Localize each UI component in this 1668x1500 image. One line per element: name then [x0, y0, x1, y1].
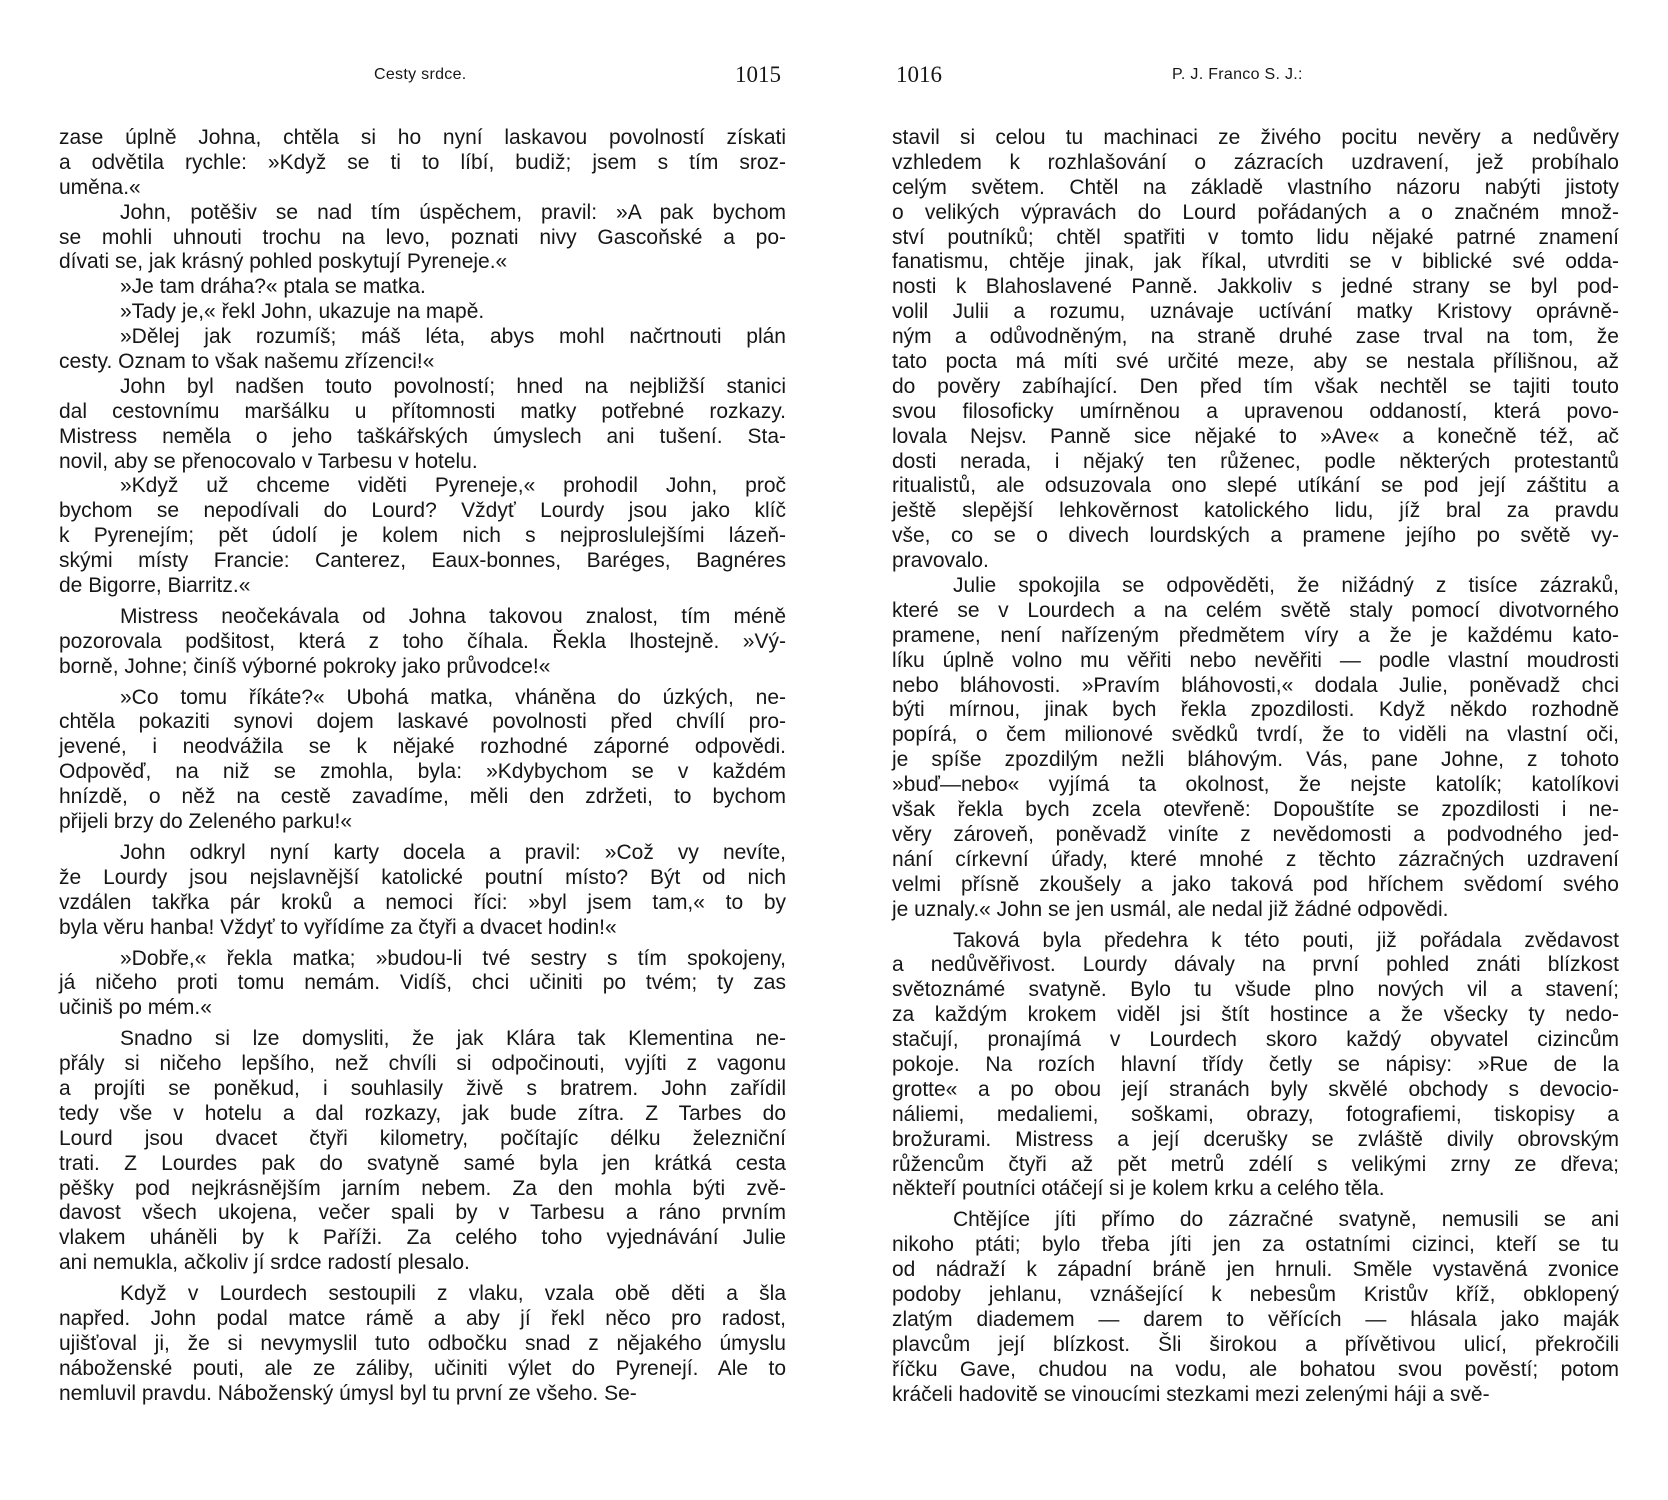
text-line: Julie spokojila se odpověděti, že nižádný z tisíce zázraků,	[953, 574, 1619, 598]
paragraph	[892, 126, 1619, 574]
text-line: lovala Nejsv. Panně sice nějaké to »Ave« a konečně též, ač	[892, 424, 1619, 448]
page-number: 1015	[735, 62, 781, 87]
text-line: uměna.«	[59, 175, 141, 199]
text-line: a odvětila rychle: »Když se ti to líbí, budiž; jsem s tím sroz-	[59, 150, 786, 174]
text-line: brožurami. Mistress a její dcerušky se zvláště divily obrovským	[892, 1127, 1619, 1151]
text-line: o velikých výpravách do Lourd pořádaných a o značném množ-	[892, 200, 1619, 224]
paragraph	[59, 947, 786, 1022]
text-line: že Lourdy jsou nejslavnější katolické poutní místo? Být od nich	[59, 865, 786, 889]
text-line: zlatým diademem — darem to věřících — hlásala jako maják	[892, 1307, 1619, 1331]
text-line: nebo bláhovosti. »Pravím bláhovosti,« dodala Julie, poněvadž chci	[892, 673, 1619, 697]
text-line: vše, co se o divech lourdských a pramene jejího po světě vy-	[892, 524, 1619, 548]
text-line: bychom se nepodívali do Lourd? Vždyť Lourdy jsou jako klíč	[59, 499, 786, 523]
text-line: tato pocta má míti své určité meze, aby se nestala přílišnou, až	[892, 350, 1619, 374]
text-line: světoznámé svatyně. Bylo tu všude plno nových vil a stavení;	[892, 978, 1619, 1002]
text-line: od nádraží k západní bráně jen hrnuli. Směle vystavěná zvonice	[892, 1258, 1619, 1282]
text-line: nosti k Blahoslavené Panně. Jakkoliv s jedné strany se byl pod-	[892, 275, 1619, 299]
paragraph	[59, 126, 786, 201]
text-line: nikoho ptáti; bylo třeba jíti jen za ostatními cizinci, kteří se tu	[892, 1233, 1619, 1257]
text-line: pozorovala podšitost, která z toho číhala. Řekla lhostejně. »Vý-	[59, 629, 786, 653]
paragraph	[59, 841, 786, 941]
running-header-title: Cesty srdce.	[374, 66, 467, 83]
text-line: »Když už chceme viděti Pyreneje,« prohodil John, proč	[120, 474, 786, 498]
text-line: je uznaly.« John se jen usmál, ale nedal již žádné odpovědi.	[892, 897, 1449, 921]
text-line: já ničeho proti tomu nemám. Vidíš, chci učiniti po tvém; ty zas	[59, 971, 786, 995]
text-line: zase úplně Johna, chtěla si ho nyní laskavou povolností získati	[59, 126, 786, 149]
text-line: náliemi, medaliemi, soškami, obrazy, fotografiemi, tiskopisy a	[892, 1102, 1619, 1126]
text-line: novil, aby se přenocovalo v Tarbesu v hotelu.	[59, 449, 478, 473]
text-line: popírá, o čem milionové svědků tvrdí, že to viděli na vlastní oči,	[892, 723, 1619, 747]
text-line: ještě slepější lehkověrnost katolického lidu, jíž bral za pravdu	[892, 499, 1619, 523]
paragraph	[892, 1208, 1619, 1407]
text-line: ným a odůvodněným, na straně druhé zase trval na tom, že	[892, 325, 1619, 349]
text-line: nemluvil pravdu. Náboženský úmysl byl tu první ze všeho. Se-	[59, 1381, 637, 1405]
text-line: volil Julii a rozumu, uznávaje uctívání matky Kristovy oprávně-	[892, 300, 1619, 324]
text-line: skými místy Francie: Canterez, Eaux-bonnes, Baréges, Bagnéres	[59, 549, 786, 573]
text-line: nání církevní úřady, které mnohé z těchto zázračných uzdravení	[892, 847, 1619, 871]
text-line: věry zároveň, poněvadž viníte z nevědomosti a podvodného jed-	[892, 822, 1619, 846]
text-line: fanatismu, chtěje jinak, jak říkal, utvrditi se v biblické své odda-	[892, 250, 1619, 274]
text-line: »buď—nebo« vyjímá ta okolnost, že nejste katolík; katolíkovi	[892, 773, 1619, 797]
text-line: je spíše zpozdilým nežli bláhovým. Vás, pane Johne, z tohoto	[892, 748, 1619, 772]
text-line: pramene, není nařízeným předmětem víry a že je každému kato-	[892, 623, 1619, 647]
text-line: jevené, i neodvážila se k nějaké rozhodné záporné odpovědi.	[59, 735, 786, 759]
text-line: velmi přísně zkoušely a jako taková pod hříchem svědomí svého	[892, 872, 1619, 896]
text-line: Taková byla předehra k této pouti, již pořádala zvědavost	[953, 928, 1619, 952]
text-line: byla věru hanba! Vždyť to vyřídíme za čtyři a dvacet hodin!«	[59, 915, 617, 939]
paragraph	[59, 605, 786, 680]
text-line: někteří poutníci otáčejí si je kolem krku a celého těla.	[892, 1177, 1385, 1201]
text-line: Mistress neměla o jeho taškářských úmyslech ani tušení. Sta-	[59, 424, 786, 448]
text-line: kráčeli hadovitě se vinoucími stezkami mezi zelenými háji a svě-	[892, 1382, 1490, 1406]
paragraph	[59, 300, 786, 325]
text-line: se mohli uhnouti trochu na levo, poznati nivy Gascoňské a po-	[59, 225, 786, 249]
text-line: pokoje. Na rozích hlavní třídy četly se nápisy: »Rue de la	[892, 1052, 1619, 1076]
page-number: 1016	[896, 62, 942, 87]
text-line: dal cestovnímu maršálku u přítomnosti matky potřebné rozkazy.	[59, 399, 786, 423]
text-line: však řekla bych zcela otevřeně: Dopouštíte se zpozdilosti i ne-	[892, 798, 1619, 822]
text-line: ujišťoval ji, že si nevymyslil tuto odbočku snad z nějakého úmyslu	[59, 1331, 786, 1355]
text-line: ritualistů, ale odsuzovala ono slepé utíkání se pod její záštitu a	[892, 474, 1619, 498]
paragraph	[59, 686, 786, 835]
text-line: pěšky pod nejkrásnějším jarním nebem. Za den mohla býti zvě-	[59, 1176, 786, 1200]
text-line: de Bigorre, Biarritz.«	[59, 574, 251, 598]
page-body	[892, 126, 1619, 1407]
text-line: Chtějíce jíti přímo do zázračné svatyně, nemusili se ani	[953, 1208, 1619, 1232]
text-line: přijeli brzy do Zeleného parku!«	[59, 810, 352, 834]
paragraph	[59, 201, 786, 276]
text-line: svou filosoficky umírněnou a upravenou oddaností, která povo-	[892, 399, 1619, 423]
text-line: »Dělej jak rozumíš; máš léta, abys mohl načrtnouti plán	[120, 325, 786, 349]
text-line: Snadno si lze domysliti, že jak Klára tak Klementina ne-	[120, 1027, 786, 1051]
paragraph	[59, 325, 786, 375]
page-body	[59, 126, 786, 1407]
text-line: do pověry zabíhající. Den před tím však nechtěl se tajiti touto	[892, 374, 1619, 398]
text-line: plavcům její blízkost. Šli širokou a přívětivou ulicí, překročili	[892, 1332, 1619, 1356]
text-line: borně, Johne; činíš výborné pokroky jako průvodce!«	[59, 654, 551, 678]
text-line: učiniš po mém.«	[59, 996, 212, 1020]
text-line: grotte« a po obou její stranách byly skvělé obchody s devocio-	[892, 1077, 1619, 1101]
text-line: »Dobře,« řekla matka; »budou-li tvé sestry s tím spokojeny,	[120, 946, 786, 970]
text-line: býti mírnou, jinak bych řekla zpozdilosti. Když někdo rozhodně	[892, 698, 1619, 722]
text-line: davost všech ukojena, večer spali by v Tarbesu a ráno prvním	[59, 1201, 786, 1225]
text-line: a projíti se poněkud, i souhlasily živě s bratrem. John zařídil	[59, 1076, 786, 1100]
text-line: Mistress neočekávala od Johna takovou znalost, tím méně	[120, 604, 786, 628]
paragraph	[59, 375, 786, 475]
text-line: »Co tomu říkáte?« Ubohá matka, vháněna do úzkých, ne-	[120, 685, 786, 709]
paragraph	[892, 574, 1619, 922]
text-line: a nedůvěřivost. Lourdy dávaly na první pohled znáti blízkost	[892, 953, 1619, 977]
text-line: za každým krokem viděl jsi štít hostince a že všecky ty nedo-	[892, 1003, 1619, 1027]
text-line: cesty. Oznam to však našemu zřízenci!«	[59, 350, 435, 374]
text-line: které se v Lourdech a na celém světě staly pomocí divotvorného	[892, 598, 1619, 622]
text-line: pravovalo.	[892, 549, 989, 573]
text-line: chtěla pokaziti synovi dojem laskavé povolnosti před chvílí pro-	[59, 710, 786, 734]
text-line: přály si ničeho lepšího, než chvíli si odpočinouti, vyjíti z vagonu	[59, 1052, 786, 1076]
text-line: vzhledem k rozhlašování o zázracích uzdravení, jež probíhalo	[892, 150, 1619, 174]
paragraph	[59, 474, 786, 598]
text-line: hnízdě, o něž na cestě zavadíme, měli den zdržeti, to bychom	[59, 785, 786, 809]
text-line: John odkryl nyní karty docela a pravil: »Což vy nevíte,	[120, 840, 786, 864]
text-line: líku úplně volno mu věřiti nebo nevěřiti — podle vlastní moudrosti	[892, 648, 1619, 672]
paragraph	[59, 1282, 786, 1406]
text-line: trati. Z Lourdes pak do svatyně samé byla jen krátká cesta	[59, 1151, 786, 1175]
text-line: ství poutníků; chtěl spatřiti v tomto lidu nějaké patrné znamení	[892, 225, 1619, 249]
paragraph	[892, 929, 1619, 1203]
text-line: »Tady je,« řekl John, ukazuje na mapě.	[120, 300, 485, 324]
text-line: John byl nadšen touto povolností; hned na nejbližší stanici	[120, 374, 786, 398]
page-right	[834, 0, 1668, 1500]
text-line: Odpověď, na niž se zmohla, byla: »Kdybychom se v každém	[59, 760, 786, 784]
text-line: Když v Lourdech sestoupili z vlaku, vzala obě děti a šla	[120, 1282, 786, 1306]
text-line: »Je tam dráha?« ptala se matka.	[120, 275, 426, 299]
text-line: dívati se, jak krásný pohled poskytují Pyreneje.«	[59, 250, 508, 274]
text-line: Lourd jsou dvacet čtyři kilometry, počítajíc délku železniční	[59, 1126, 786, 1150]
running-header-title: P. J. Franco S. J.:	[1172, 66, 1303, 83]
text-line: růžencům čtyři až pět metrů zdélí s velikými zrny ze dřeva;	[892, 1152, 1619, 1176]
text-line: dosti nerada, i nějaký ten růženec, podle některých protestantů	[892, 449, 1619, 473]
text-line: tedy vše v hotelu a dal rozkazy, jak bude zítra. Z Tarbes do	[59, 1101, 786, 1125]
text-line: ani nemukla, ačkoliv jí srdce radostí plesalo.	[59, 1251, 470, 1275]
text-line: celým světem. Chtěl na základě vlastního názoru nabýti jistoty	[892, 175, 1619, 199]
text-line: náboženské pouti, ale ze záliby, učiniti výlet do Pyrenejí. Ale to	[59, 1356, 786, 1380]
text-line: k Pyrenejím; pět údolí je kolem nich s nejproslulejšími lázeň-	[59, 524, 786, 548]
text-line: vlakem uháněli by k Paříži. Za celého toho vyjednávání Julie	[59, 1226, 786, 1250]
text-line: napřed. John podal matce rámě a aby jí řekl něco pro radost,	[59, 1306, 786, 1330]
text-line: vzdálen takřka pár kroků a nemoci říci: »byl jsem tam,« to by	[59, 890, 786, 914]
paragraph	[59, 275, 786, 300]
text-line: John, potěšiv se nad tím úspěchem, pravil: »A pak bychom	[120, 200, 786, 224]
text-line: říčku Gave, chudou na vodu, ale bohatou svou pověstí; potom	[892, 1357, 1619, 1381]
text-line: stačují, pronajímá v Lourdech skoro každý obyvatel cizincům	[892, 1028, 1619, 1052]
paragraph	[59, 1027, 786, 1276]
text-line: stavil si celou tu machinaci ze živého pocitu nevěry a nedůvěry	[892, 126, 1619, 149]
text-line: podoby jehlanu, vznášející k nebesům Kristův kříž, obklopený	[892, 1282, 1619, 1306]
